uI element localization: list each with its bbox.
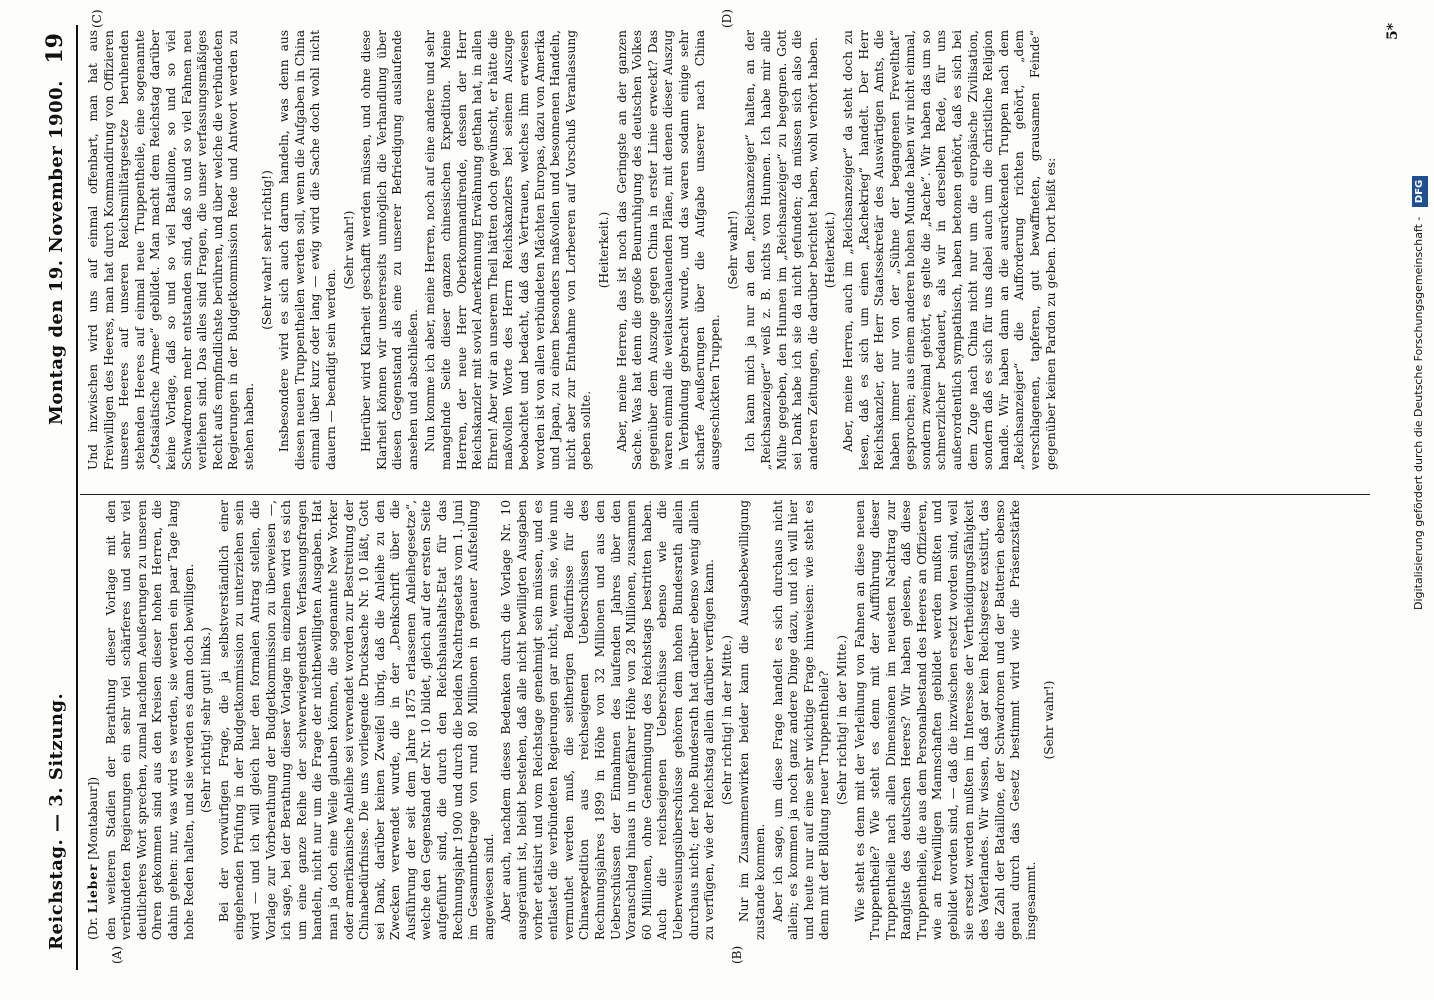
interjection: (Sehr richtig! sehr gut! links.) — [199, 627, 214, 813]
margin-mark-a: (A) — [110, 945, 124, 964]
interjection: (Sehr wahr!) — [341, 210, 356, 290]
paragraph: Aber auch, nachdem dieses Bedenken durch die Vorlage Nr. 10 ausgeräumt ist, bleibt bestehen, daß alle nicht bewilligten Ausgaben vorher etatisirt und vom Reichstage genehmigt sein müssen, und es entlastet die verbündeten Regierungen gar nicht, wenn sie, wie nun vermuthet werden muß, die seitherigen Bedürfnisse für die Chinaexpedition aus reichseigenen Ueberschüssen des Rechnungsjahres 1899 in Höhe von 32 Millionen und aus den Ueberschüssen der Einnahmen des laufenden Jahres über den Voranschlag hinaus in ungefährer Höhe von 28 Millionen, zusammen 60 Millionen, ohne Genehmigung des Reichstags bestritten haben. Auch die reichseigenen Ueberschüsse ebenso wie die Ueberweisungsüberschüsse gehören dem hohen Bundesrath allein durchaus nicht; der hohe Bundesrath hat darüber ebenso wenig allein zu verfügen, wie der Reichstag allein darüber verfügen kann. — [499, 500, 717, 940]
paragraph: Aber, meine Herren, das ist noch das Geringste an der ganzen Sache. Was hat denn die große Beunruhigung des deutschen Volkes gegenüber dem Auszuge gegen China in erster Linie erweckt? Das waren einmal die weitausschauenden Pläne, mit denen dieser Auszug in Verbindung gebracht wurde, und das waren sodann einige sehr scharfe Aeußerungen über die Aufgabe unserer nach China ausgeschickten Truppen. — [614, 30, 723, 470]
paragraph: Wie steht es denn mit der Verleihung von Fahnen an diese neuen Truppentheile? Wie steht es denn mit der Aufführung dieser Truppentheile nach allen Dimensionen im neuesten Nachtrag zur Rangliste des deutschen Heeres? Wir haben gelesen, daß diese Truppentheile, die aus dem Personalbestand des Heeres an Offizieren, wie an freiwilligen Mannschaften gebildet werden mußten und gebildet worden sind, — daß die inzwischen ersetzt worden sind, weil sie ersetzt werden mußten im Interesse der Vertheidigungsfähigkeit des Vaterlandes. Wir wissen, daß gar kein Reichsgesetz existirt, das die Zahl der Bataillone, der Schwadronen und der Batterien ebenso genau durch das Gesetz bestimmt wird wie die Präsenzstärke insgesammt. — [852, 500, 1039, 940]
paragraph: Insbesondere wird es sich auch darum handeln, was denn aus diesen neuen Truppentheilen werden soll, wenn die Aufgaben in China einmal über kurz oder lang — ewig wird die Sache doch wohl nicht dauern — beendigt sein werden. — [277, 30, 338, 470]
header-left: Reichstag. — 3. Sitzung. — [46, 692, 67, 950]
speaker-suffix: [Montabaur]) — [86, 776, 100, 860]
interjection: (Sehr wahr!) — [725, 210, 740, 290]
speaker-prefix: (Dr. — [86, 917, 100, 940]
paragraph: Ich kann mich ja nur an den „Reichsanzeiger“ halten, an der „Reichsanzeiger“ weiß z. B. nichts von Hunnen. Ich habe mir alle Mühe gegeben, den Hunnen im „Reichsanzeiger“ zu begegnen. Gott sei Dank habe ich sie da nicht gefunden; da müssen sich also die anderen Zeitungen, die darüber berichtet haben, wohl verhört haben. — [743, 30, 820, 470]
paragraph: den weiteren Stadien der Berathung dieser Vorlage mit den verbündeten Regierungen ein sehr viel schärferes und sehr viel deutlicheres Wort sprechen, zumal nachdem Aeußerungen zu unseren Ohren gekommen sind aus den Kreisen dieser hohen Herren, die dahin gehen: nur, was wird es werden, sie werden ein paar Tage lang hohe Reden halten, und sie werden es dann doch bewilligen. — [103, 500, 196, 940]
running-header — [36, 25, 78, 970]
dfg-stamp — [1406, 0, 1432, 1000]
page-number: 19 — [42, 33, 68, 64]
margin-mark-d: (D) — [720, 9, 734, 28]
left-column — [86, 500, 1059, 940]
paragraph: Nur im Zusammenwirken beider kann die Ausgabebewilligung zustande kommen. — [737, 500, 767, 940]
paragraph: Aber ich sage, um diese Frage handelt es sich durchaus nicht allein; es kommen ja noch ganz andere Dinge dazu, und ich will hier und heute nur auf eine sehr wichtige Frage hinweisen: wie steht es denn mit der Bildung neuer Truppentheile? — [770, 500, 832, 940]
speaker-name: Lieber — [86, 863, 100, 914]
dfg-stamp-text — [1406, 0, 1432, 1000]
signature-mark: 5* — [1385, 22, 1401, 40]
interjection: (Sehr wahr! sehr richtig!) — [259, 170, 274, 330]
right-column — [86, 30, 1061, 470]
speaker-line — [86, 500, 102, 940]
dfg-logo-badge: DFG — [1412, 176, 1428, 207]
column-divider — [80, 494, 1370, 495]
paragraph: Und inzwischen wird uns auf einmal offenbart, man hat aus Freiwilligen des Heeres, man hat durch Kommandirung von Offizieren unseres Heeres auf unseren Reichsmilitärgesetze beruhenden stehenden Heeres auf einmal neue Truppentheile, eine sogenannte „Ostasiatische Armee“ gebildet. Man macht dem Reichstag darüber keine Vorlage, daß so und so viel Bataillone, so und so viel Schwadronen mehr entstanden sind, daß so und so viel Fahnen neu verliehen sind. Das alles sind Fragen, die unser verfassungsmäßiges Recht aufs empfindlichste berühren, und über welche die verbündeten Regierungen in der Budgetkommission Rede und Antwort werden zu stehen haben. — [86, 30, 256, 470]
interjection: (Sehr richtig! in der Mitte.) — [719, 635, 734, 805]
margin-mark-c: (C) — [90, 9, 104, 28]
stamp-label: Digitalisierung gefördert durch die Deutsche Forschungsgemeinschaft - — [1412, 216, 1425, 610]
interjection: (Heiterkeit.) — [823, 211, 838, 289]
header-right: Montag den 19. November 1900. — [46, 80, 67, 425]
margin-mark-b: (B) — [730, 945, 744, 964]
interjection: (Sehr wahr!) — [1041, 680, 1056, 760]
paragraph: Bei der vorwürfigen Frage, die ja selbstverständlich einer eingehenden Prüfung in der Budgetkommission zu unterziehen sein wird — und ich will gleich hier den formalen Antrag stellen, die Vorlage zur Vorberathung der Budgetkommission zu überweisen —, ich sage, bei der Berathung dieser Vorlage im einzelnen wird es sich um eine ganze Reihe der schwerwiegendsten Verfassungsfragen handeln, nicht nur um die Frage der nichtbewilligten Ausgaben. Hat man ja doch eine Weile glauben können, die sogenannte New Yorker oder amerikanische Anleihe sei verwendet worden zur Bestreitung der Chinabedürfnisse. Die uns vorliegende Drucksache Nr. 10 läßt, Gott sei Dank, darüber keinen Zweifel übrig, daß die Anleihe zu den Zwecken verwendet wurde, die in der „Denkschrift über die Ausführung der seit dem Jahre 1875 erlassenen Anleihegesetze“, welche den Gegenstand der Nr. 10 bildet, gleich auf der ersten Seite aufgeführt sind, die durch den Reichshaushalts-Etat für das Rechnungsjahr 1900 und durch die beiden Nachtragsetats vom 1. Juni im Gesammtbetrage von rund 80 Millionen in genauer Aufstellung angewiesen sind. — [216, 500, 496, 940]
paragraph: Nun komme ich aber, meine Herren, noch auf eine andere und sehr mangelnde Seite dieser ganzen chinesischen Expedition. Meine Herren, der neue Herr Oberkommandirende, dessen der Herr Reichskanzler mit soviel Anerkennung Erwähnung gethan hat, in allen Ehren! Aber wir an unserem Theil hätten doch gewünscht, er hätte die maßvollen Worte des Herrn Reichskanzlers bei seinem Auszuge beobachtet und bedacht, daß das Vertrauen, welches ihm erwiesen worden ist von allen verbündeten Mächten Europas, dazu von Amerika und Japan, zu einem besonders maßvollen und besonnenen Handeln, nicht aber zur Entnahme von Lorbeeren auf Vorschuß Veranlassung geben sollte. — [423, 30, 594, 470]
paragraph: Aber, meine Herren, auch im „Reichsanzeiger“ da steht doch zu lesen, daß es sich um einen „Rachekrieg“ handelt. Der Herr Reichskanzler, der Herr Staatssekretär des Auswärtigen Amts, die haben immer nur von der „Sühne der begangenen Frevelthat“ gesprochen; aus einem anderen hohen Munde haben wir nicht einmal, sondern zweimal gehört, es gelte die „Rache“. Wir haben das um so schmerzlicher bedauert, als wir in derselben Rede, für uns außerordentlich sympathisch, haben betonen gehört, daß es sich bei dem Zuge nach China nicht nur um die europäische Zivilisation, sondern daß es sich für uns dabei auch um die christliche Religion handle. Wir haben dann an die ausrückenden Truppen nach dem „Reichsanzeiger“ die Aufforderung richten gehört, „dem verschlagenen, tapferen, gut bewaffneten, grausamen Feinde“ gegenüber keinen Pardon zu geben. Dort heißt es: — [840, 30, 1058, 470]
paragraph: Hierüber wird Klarheit geschafft werden müssen, und ohne diese Klarheit können wir unsererseits unmöglich die Verhandlung über diesen Gegenstand als eine zu unserer Befriedigung auslaufende ansehen und abschließen. — [359, 30, 420, 470]
interjection: (Sehr richtig! in der Mitte.) — [834, 635, 849, 805]
interjection: (Heiterkeit.) — [597, 211, 611, 289]
